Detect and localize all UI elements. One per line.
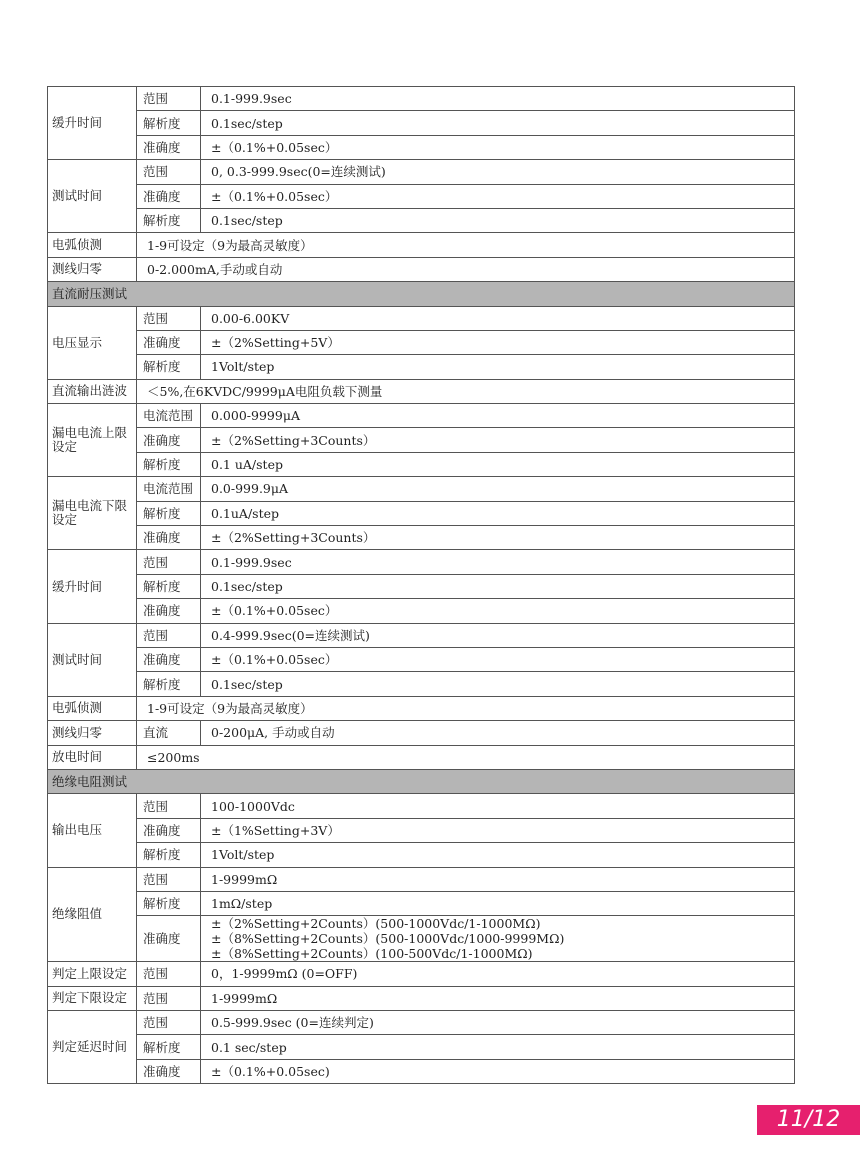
spec-label: 直流输出涟波 — [48, 379, 137, 403]
spec-row — [48, 379, 795, 403]
spec-row — [48, 550, 795, 574]
spec-param: 电流范围 — [137, 404, 201, 428]
spec-value: ±（0.1%+0.05sec） — [201, 599, 795, 623]
spec-param: 准确度 — [137, 1059, 201, 1083]
spec-value: 0，1-9999mΩ (0=OFF) — [201, 962, 795, 986]
spec-value: ±（0.1%+0.05sec） — [201, 135, 795, 159]
spec-label: 判定延迟时间 — [48, 1011, 137, 1084]
spec-param: 准确度 — [137, 184, 201, 208]
spec-param: 范围 — [137, 962, 201, 986]
spec-row — [48, 696, 795, 720]
spec-value-line: ±（2%Setting+2Counts）(500-1000Vdc/1-1000MΩ) — [211, 916, 541, 932]
spec-row — [48, 891, 795, 915]
spec-param: 范围 — [137, 306, 201, 330]
spec-param: 电流范围 — [137, 477, 201, 501]
spec-row — [48, 428, 795, 452]
spec-row — [48, 526, 795, 550]
spec-label: 判定上限设定 — [48, 962, 137, 986]
spec-param: 解析度 — [137, 501, 201, 525]
spec-value: 1Volt/step — [201, 843, 795, 867]
spec-table-body — [48, 87, 795, 1084]
spec-label: 测试时间 — [48, 160, 137, 233]
spec-label: 输出电压 — [48, 794, 137, 867]
spec-param: 准确度 — [137, 647, 201, 671]
spec-value-line: ±（8%Setting+2Counts）(500-1000Vdc/1000-9999MΩ) — [211, 931, 565, 947]
spec-param: 解析度 — [137, 452, 201, 476]
spec-label: 测线归零 — [48, 257, 137, 281]
spec-param: 准确度 — [137, 599, 201, 623]
spec-table — [47, 86, 795, 1084]
spec-row — [48, 867, 795, 891]
spec-row — [48, 721, 795, 745]
spec-param: 直流 — [137, 721, 201, 745]
spec-param: 准确度 — [137, 818, 201, 842]
spec-label: 判定下限设定 — [48, 986, 137, 1010]
spec-param: 范围 — [137, 794, 201, 818]
spec-value: ±（0.1%+0.05sec） — [201, 647, 795, 671]
spec-param: 解析度 — [137, 574, 201, 598]
spec-param: 准确度 — [137, 330, 201, 354]
spec-value: 0-2.000mA,手动或自动 — [137, 257, 795, 281]
spec-label: 放电时间 — [48, 745, 137, 769]
spec-value: 0.0-999.9μA — [201, 477, 795, 501]
spec-row — [48, 647, 795, 671]
spec-value: 0.4-999.9sec(0=连续测试) — [201, 623, 795, 647]
spec-value: 0.1 uA/step — [201, 452, 795, 476]
spec-value: 0.1sec/step — [201, 208, 795, 232]
spec-row — [48, 986, 795, 1010]
section-title: 绝缘电阻测试 — [48, 769, 795, 793]
section-title: 直流耐压测试 — [48, 282, 795, 306]
spec-row — [48, 111, 795, 135]
spec-row — [48, 745, 795, 769]
spec-param: 准确度 — [137, 916, 201, 962]
spec-param: 准确度 — [137, 428, 201, 452]
spec-param: 范围 — [137, 1011, 201, 1035]
spec-row — [48, 962, 795, 986]
spec-row — [48, 160, 795, 184]
spec-value: 1mΩ/step — [201, 891, 795, 915]
spec-row — [48, 87, 795, 111]
spec-param: 解析度 — [137, 208, 201, 232]
spec-label: 测线归零 — [48, 721, 137, 745]
spec-value: ±（1%Setting+3V） — [201, 818, 795, 842]
spec-row — [48, 1011, 795, 1035]
spec-row — [48, 501, 795, 525]
spec-row — [48, 818, 795, 842]
spec-value: 0.1sec/step — [201, 111, 795, 135]
spec-row — [48, 135, 795, 159]
spec-value: 0.1sec/step — [201, 574, 795, 598]
spec-value: ±（0.1%+0.05sec） — [201, 184, 795, 208]
spec-param: 范围 — [137, 160, 201, 184]
section-header-row — [48, 282, 795, 306]
section-header-row — [48, 769, 795, 793]
spec-value: 0.1 sec/step — [201, 1035, 795, 1059]
spec-param: 范围 — [137, 550, 201, 574]
spec-row — [48, 257, 795, 281]
spec-param: 范围 — [137, 867, 201, 891]
spec-row — [48, 233, 795, 257]
spec-param: 解析度 — [137, 1035, 201, 1059]
spec-row — [48, 355, 795, 379]
spec-label: 测试时间 — [48, 623, 137, 696]
spec-value: ±（2%Setting+5V） — [201, 330, 795, 354]
spec-value: ±（2%Setting+3Counts） — [201, 428, 795, 452]
spec-label: 电弧侦测 — [48, 233, 137, 257]
spec-param: 解析度 — [137, 111, 201, 135]
spec-row — [48, 1035, 795, 1059]
spec-label: 缓升时间 — [48, 87, 137, 160]
spec-param: 范围 — [137, 87, 201, 111]
spec-value — [201, 916, 795, 962]
spec-value: 1-9可设定（9为最高灵敏度） — [137, 233, 795, 257]
spec-row — [48, 208, 795, 232]
spec-value: 1Volt/step — [201, 355, 795, 379]
spec-row — [48, 404, 795, 428]
spec-param: 范围 — [137, 623, 201, 647]
spec-param: 解析度 — [137, 672, 201, 696]
spec-value: 0.1sec/step — [201, 672, 795, 696]
spec-value: 0.1-999.9sec — [201, 87, 795, 111]
spec-row — [48, 306, 795, 330]
spec-row — [48, 1059, 795, 1083]
spec-value-line: ±（8%Setting+2Counts）(100-500Vdc/1-1000MΩ) — [211, 946, 533, 962]
spec-row — [48, 794, 795, 818]
spec-param: 解析度 — [137, 355, 201, 379]
spec-value: 0.5-999.9sec (0=连续判定) — [201, 1011, 795, 1035]
spec-value: 0.1uA/step — [201, 501, 795, 525]
spec-row — [48, 330, 795, 354]
spec-label: 缓升时间 — [48, 550, 137, 623]
spec-param: 准确度 — [137, 135, 201, 159]
spec-row — [48, 843, 795, 867]
spec-value: 0.000-9999μA — [201, 404, 795, 428]
spec-label: 漏电电流下限设定 — [48, 477, 137, 550]
spec-row — [48, 184, 795, 208]
spec-value: 1-9999mΩ — [201, 867, 795, 891]
spec-param: 准确度 — [137, 526, 201, 550]
spec-value: 1-9可设定（9为最高灵敏度） — [137, 696, 795, 720]
spec-param: 范围 — [137, 986, 201, 1010]
spec-value: ±（0.1%+0.05sec) — [201, 1059, 795, 1083]
spec-row — [48, 574, 795, 598]
spec-value: ＜5%,在6KVDC/9999μA电阻负载下测量 — [137, 379, 795, 403]
spec-value: 0-200μA, 手动或自动 — [201, 721, 795, 745]
spec-param: 解析度 — [137, 843, 201, 867]
spec-param: 解析度 — [137, 891, 201, 915]
spec-label: 电压显示 — [48, 306, 137, 379]
spec-value: ±（2%Setting+3Counts） — [201, 526, 795, 550]
spec-row — [48, 672, 795, 696]
spec-value: 0.00-6.00KV — [201, 306, 795, 330]
page-number: 11/12 — [757, 1105, 860, 1135]
spec-value: 1-9999mΩ — [201, 986, 795, 1010]
spec-row — [48, 452, 795, 476]
spec-value: 100-1000Vdc — [201, 794, 795, 818]
spec-label: 绝缘阻值 — [48, 867, 137, 962]
spec-row — [48, 599, 795, 623]
spec-value: 0, 0.3-999.9sec(0=连续测试) — [201, 160, 795, 184]
spec-row — [48, 916, 795, 962]
spec-row — [48, 477, 795, 501]
spec-label: 电弧侦测 — [48, 696, 137, 720]
spec-value: ≤200ms — [137, 745, 795, 769]
spec-label: 漏电电流上限设定 — [48, 404, 137, 477]
spec-row — [48, 623, 795, 647]
spec-value: 0.1-999.9sec — [201, 550, 795, 574]
